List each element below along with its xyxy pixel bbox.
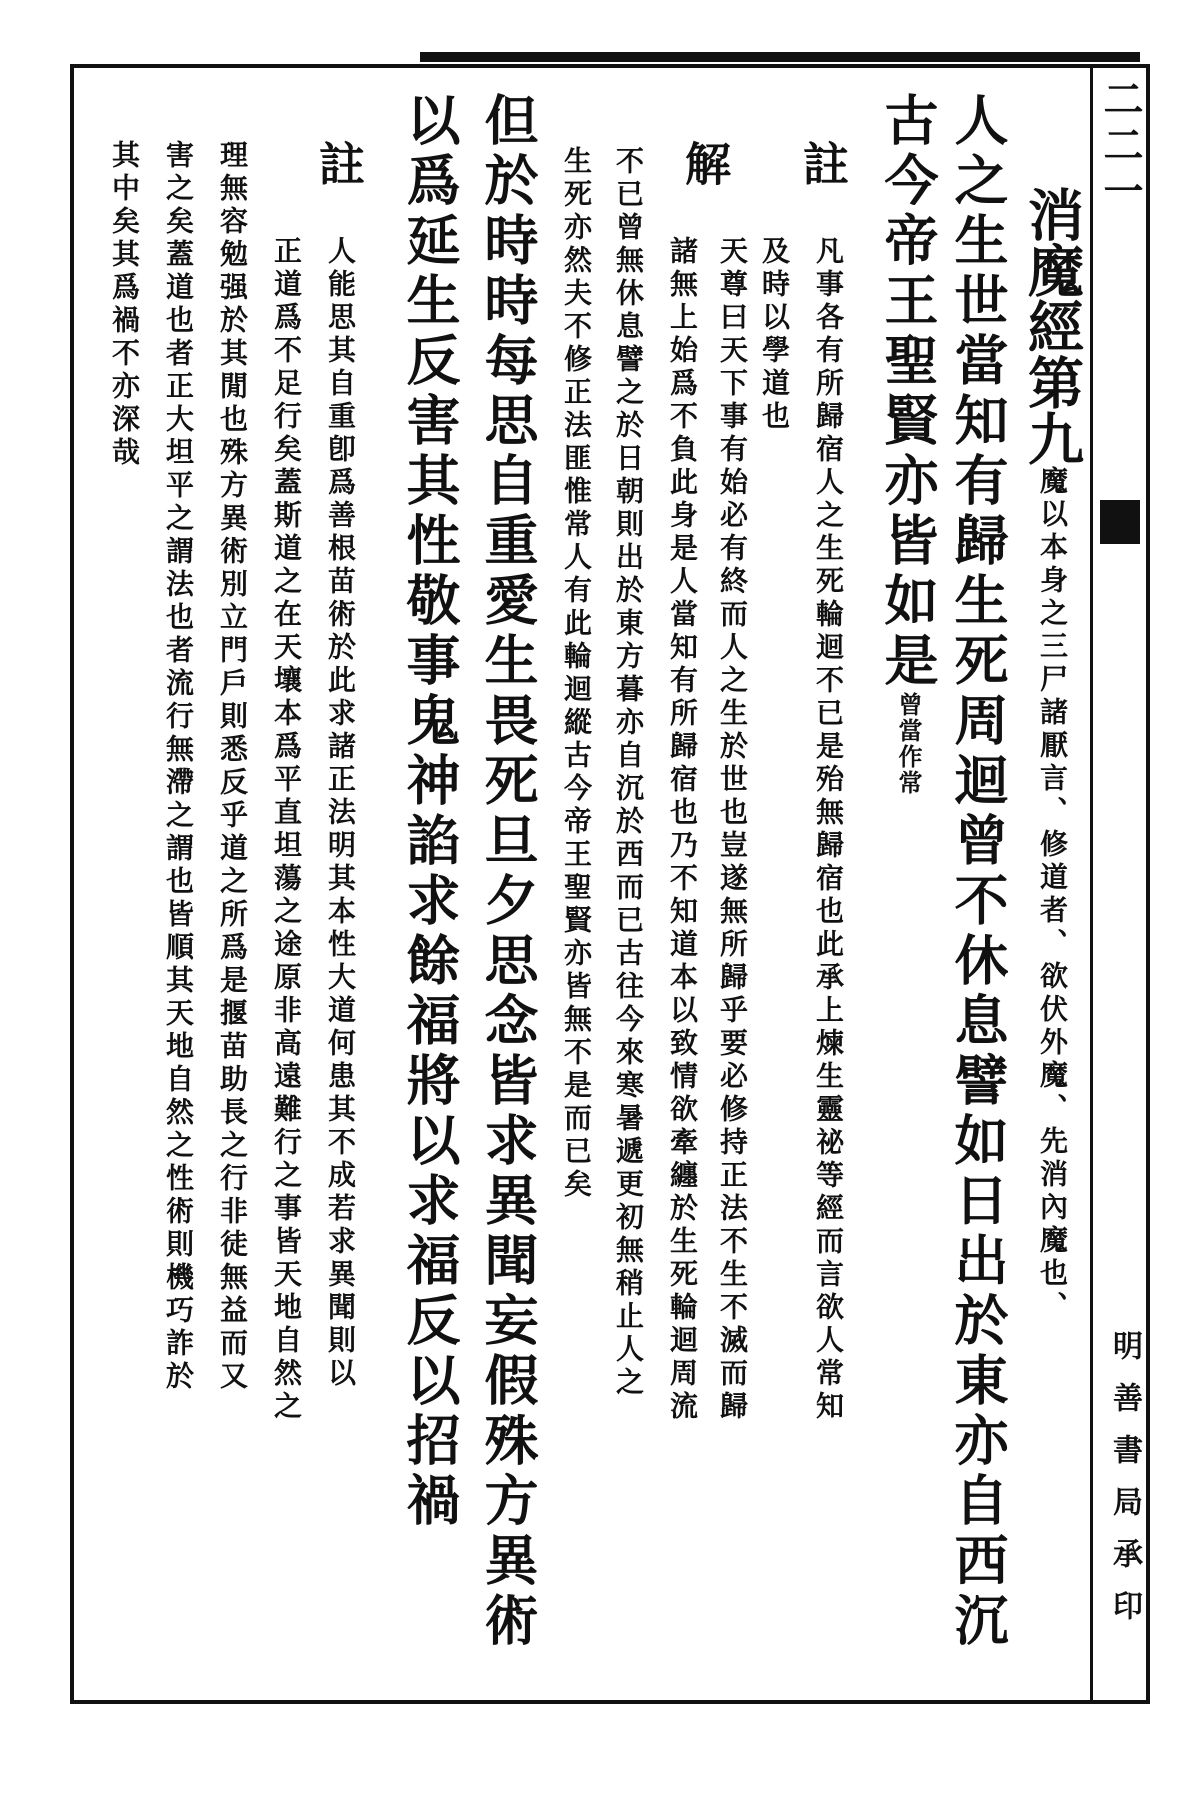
zhu-2-col2: 正道爲不足行矣蓋斯道之在天壤本爲平直坦蕩之途原非高遠難行之事皆天地自然之 xyxy=(270,236,303,1424)
zhu-2-col4: 害之矣蓋道也者正大坦平之謂法也者流行無滯之謂也皆順其天地自然之性術則機巧詐於 xyxy=(162,140,195,1394)
zhu-1-col1: 凡事各有所歸宿人之生死輪迴不已是殆無歸宿也此承上煉生靈祕等經而言欲人常知 xyxy=(812,236,845,1424)
main-text-1-note: 曾當作常 xyxy=(894,692,923,796)
jie-col4: 生死亦然夫不修正法匪惟常人有此輪迴縱古今帝王聖賢亦皆無不是而已矣 xyxy=(560,146,593,1202)
zhu-label-1: 註 xyxy=(796,140,850,186)
main-text-2-col1: 但於時時每思自重愛生畏死旦夕思念皆求異聞妄假殊方異術 xyxy=(476,92,540,1652)
margin-black-tab xyxy=(1100,500,1140,544)
jie-label: 解 xyxy=(678,140,732,186)
zhu-2-col5: 其中矣其爲禍不亦深哉 xyxy=(108,140,141,470)
zhu-2-col3: 理無容勉强於其閒也殊方異術別立門戶則悉反乎道之所爲是揠苗助長之行非徒無益而又 xyxy=(216,140,249,1394)
jie-col3: 不已曾無休息譬之於日朝則出於東方暮亦自沉於西而已古往今來寒暑遞更初無稍止人之 xyxy=(612,146,645,1400)
title-column xyxy=(1012,186,1092,1324)
page-number: 二二一 xyxy=(1097,78,1144,216)
jie-col2: 諸無上始爲不負此身是人當知有所歸宿也乃不知道本以致情欲牽纏於生死輪迴周流 xyxy=(666,236,699,1424)
title-note: 魔以本身之三尸諸厭言、修道者、欲伏外魔、先消內魔也、 xyxy=(1036,466,1069,1324)
zhu-label-2: 註 xyxy=(312,140,366,186)
publisher-imprint: 明善書局承印 xyxy=(1107,1330,1142,1642)
main-text-1-col2-wrap xyxy=(870,92,947,796)
chapter-title: 消魔經第九 xyxy=(1019,186,1085,466)
jie-col1: 天尊曰天下事有始必有終而人之生於世也豈遂無所歸乎要必修持正法不生不滅而歸 xyxy=(716,236,749,1424)
main-text-1-col1: 人之生世當知有歸生死周迴曾不休息譬如日出於東亦自西沉 xyxy=(946,92,1010,1652)
main-text-2-col2: 以爲延生反害其性敬事鬼神諂求餘福將以求福反以招禍 xyxy=(398,92,462,1532)
zhu-2-col1: 人能思其自重卽爲善根苗術於此求諸正法明其本性大道何患其不成若求異聞則以 xyxy=(324,236,357,1391)
top-rule xyxy=(420,52,1140,62)
main-text-1-col2: 古今帝王聖賢亦皆如是 xyxy=(876,92,940,692)
zhu-1-col2: 及時以學道也 xyxy=(758,236,791,434)
